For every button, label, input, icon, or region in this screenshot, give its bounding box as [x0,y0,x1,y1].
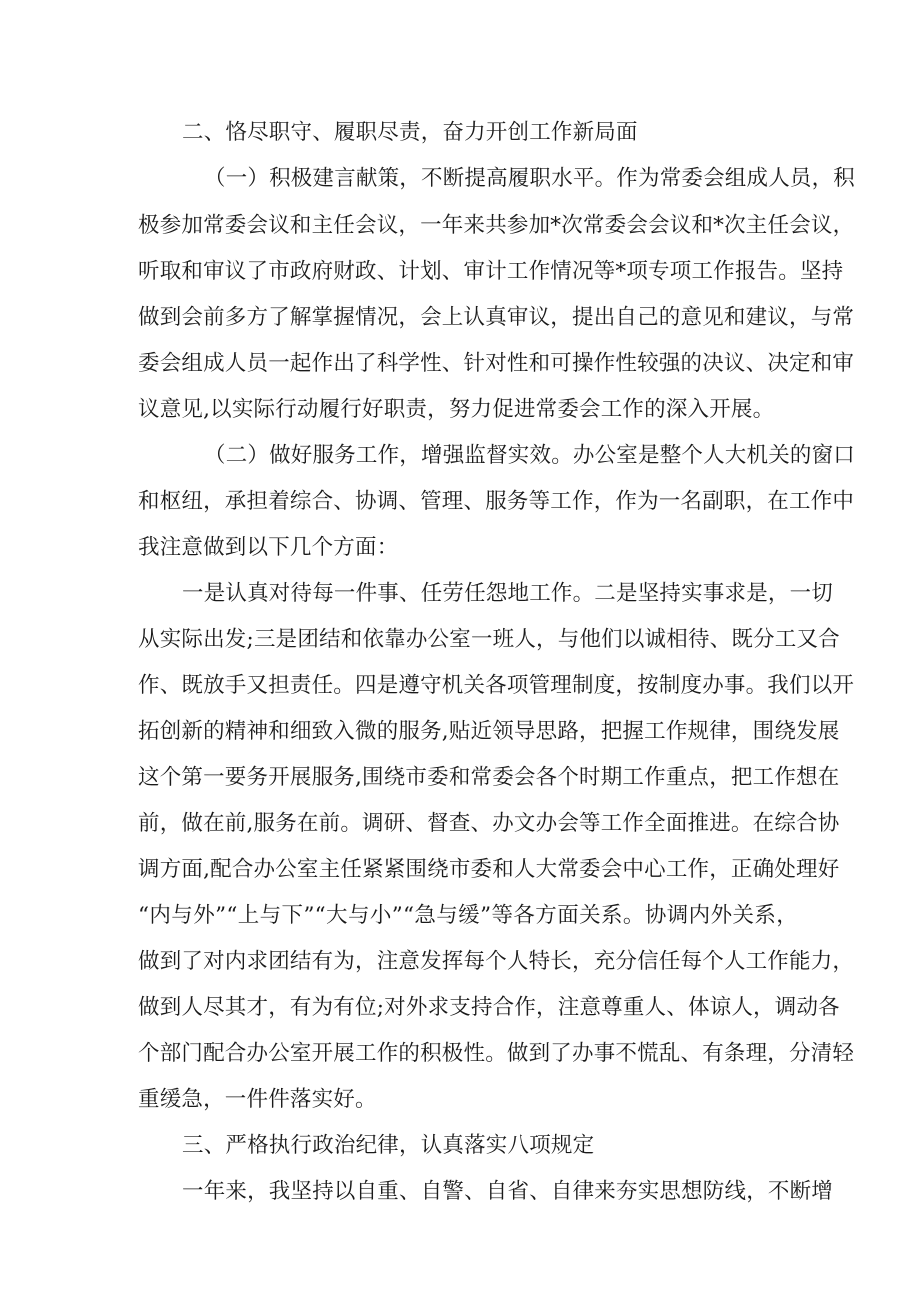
paragraph-2-line-2: 和枢纽，承担着综合、协调、管理、服务等工作，作为一名副职，在工作中 [138,489,855,514]
paragraph-2-line-3: 我注意做到以下几个方面： [138,535,399,560]
section-heading-3: 三、严格执行政治纪律，认真落实八项规定 [182,1133,595,1158]
section-heading-2: 二、恪尽职守、履职尽责，奋力开创工作新局面 [182,120,638,145]
paragraph-1-line-4: 做到会前多方了解掌握情况，会上认真审议，提出自己的意见和建议，与常 [138,305,855,330]
paragraph-3-line-11: 个部门配合办公室开展工作的积极性。做到了办事不慌乱、有条理，分清轻 [138,1041,855,1066]
paragraph-3-line-8: “内与外”“上与下”“大与小”“急与缓”等各方面关系。协调内外关系， [138,903,798,928]
paragraph-1-line-3: 听取和审议了市政府财政、计划、审计工作情况等*项专项工作报告。坚持 [138,259,844,284]
paragraph-1-line-5: 委会组成人员一起作出了科学性、针对性和可操作性较强的决议、决定和审 [138,351,855,376]
paragraph-1-line-2: 极参加常委会议和主任会议，一年来共参加*次常委会会议和*次主任会议， [138,213,855,238]
paragraph-3-line-12: 重缓急，一件件落实好。 [138,1087,377,1112]
paragraph-3-line-10: 做到人尽其才，有为有位;对外求支持合作，注意尊重人、体谅人，调动各 [138,995,840,1020]
paragraph-4-line-1: 一年来，我坚持以自重、自警、自省、自律来夯实思想防线，不断增 [182,1179,834,1204]
paragraph-3-line-4: 拓创新的精神和细致入微的服务,贴近领导思路，把握工作规律，围绕发展 [138,719,840,744]
paragraph-1-line-6: 议意见,以实际行动履行好职责，努力促进常委会工作的深入开展。 [138,397,775,422]
paragraph-3-line-9: 做到了对内求团结有为，注意发挥每个人特长，充分信任每个人工作能力， [138,949,855,974]
paragraph-3-line-5: 这个第一要务开展服务,围绕市委和常委会各个时期工作重点，把工作想在 [138,765,840,790]
paragraph-3-line-1: 一是认真对待每一件事、任劳任怨地工作。二是坚持实事求是，一切 [182,581,834,606]
paragraph-3-line-6: 前，做在前,服务在前。调研、督查、办文办会等工作全面推进。在综合协 [138,811,840,836]
paragraph-3-line-2: 从实际出发;三是团结和依靠办公室一班人，与他们以诚相待、既分工又合 [138,627,840,652]
paragraph-1-line-1: （一）积极建言献策，不断提高履职水平。作为常委会组成人员，积 [204,166,856,191]
paragraph-3-line-3: 作、既放手又担责任。四是遵守机关各项管理制度，按制度办事。我们以开 [138,673,855,698]
paragraph-3-line-7: 调方面,配合办公室主任紧紧围绕市委和人大常委会中心工作，正确处理好 [138,857,840,882]
paragraph-2-line-1: （二）做好服务工作，增强监督实效。办公室是整个人大机关的窗口 [204,443,856,468]
